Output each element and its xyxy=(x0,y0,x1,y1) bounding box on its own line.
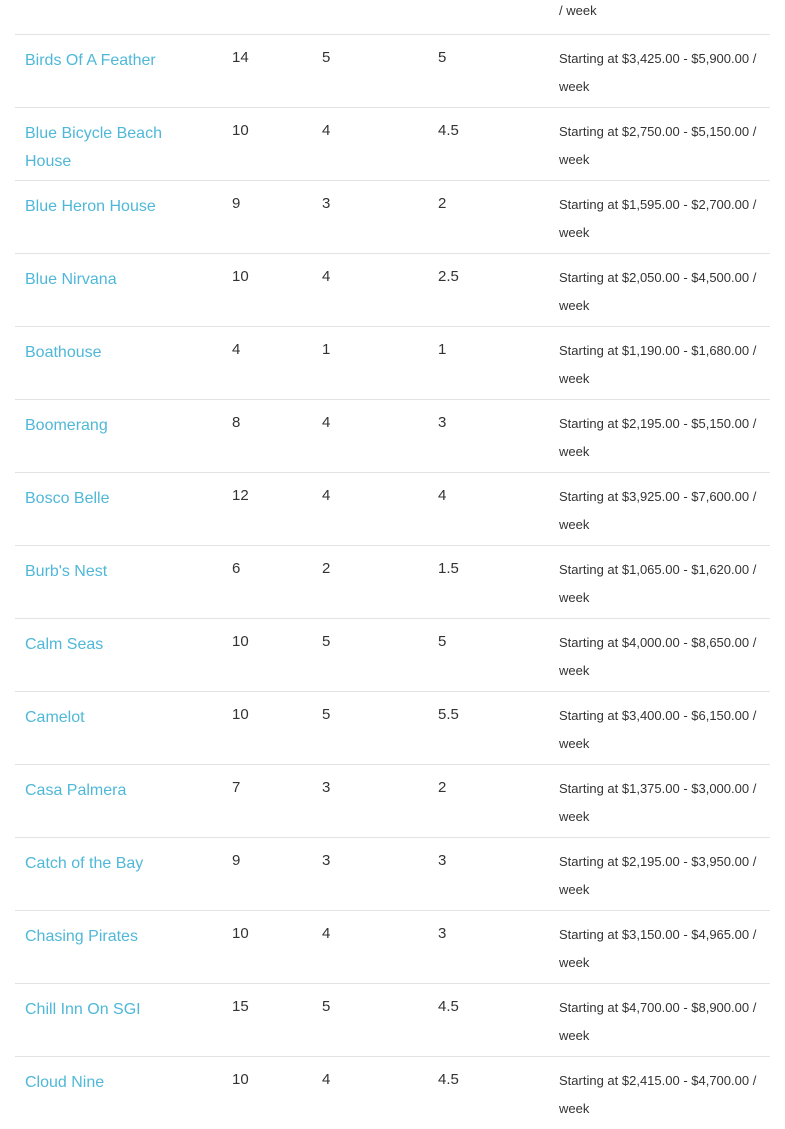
price-cell: Starting at $1,190.00 - $1,680.00 / week xyxy=(559,343,757,386)
bedrooms-cell: 3 xyxy=(322,779,331,796)
table-row xyxy=(15,838,770,911)
baths-cell: 4.5 xyxy=(438,998,459,1015)
baths-cell: 5 xyxy=(438,49,447,66)
property-name-link[interactable]: Blue Nirvana xyxy=(25,271,117,288)
bedrooms-cell: 5 xyxy=(322,706,331,723)
property-name-link[interactable]: Blue Bicycle Beach House xyxy=(25,125,162,170)
sleeps-cell: 4 xyxy=(232,341,241,358)
bedrooms-cell: 3 xyxy=(322,195,331,212)
price-cell: Starting at $2,195.00 - $3,950.00 / week xyxy=(559,854,757,897)
property-name-link[interactable]: Burb's Nest xyxy=(25,563,108,580)
table-row xyxy=(15,911,770,984)
baths-cell: 5.5 xyxy=(438,706,459,723)
property-name-link[interactable]: Chasing Pirates xyxy=(25,928,138,945)
bedrooms-cell: 5 xyxy=(322,49,331,66)
bedrooms-cell: 5 xyxy=(322,633,331,650)
property-name-link[interactable]: Blue Heron House xyxy=(25,198,156,215)
baths-cell: 1.5 xyxy=(438,560,459,577)
baths-cell: 2.5 xyxy=(438,268,459,285)
price-cell: Starting at $3,425.00 - $5,900.00 / week xyxy=(559,51,757,94)
sleeps-cell: 10 xyxy=(232,706,249,723)
table-row xyxy=(15,1057,770,1129)
property-name-link[interactable]: Bosco Belle xyxy=(25,490,110,507)
sleeps-cell: 7 xyxy=(232,779,241,796)
bedrooms-cell: 4 xyxy=(322,414,331,431)
sleeps-cell: 6 xyxy=(232,560,241,577)
baths-cell: 2 xyxy=(438,779,447,796)
price-cell: Starting at $1,595.00 - $2,700.00 / week xyxy=(559,197,757,240)
baths-cell: 5 xyxy=(438,633,447,650)
price-cell: Starting at $2,415.00 - $4,700.00 / week xyxy=(559,1073,757,1116)
price-cell: Starting at $4,700.00 - $8,900.00 / week xyxy=(559,1000,757,1043)
sleeps-cell: 10 xyxy=(232,1071,249,1088)
bedrooms-cell: 2 xyxy=(322,560,331,577)
price-cell: Starting at $2,050.00 - $4,500.00 / week xyxy=(559,270,757,313)
sleeps-cell: 9 xyxy=(232,195,241,212)
table-row xyxy=(15,108,770,181)
baths-cell: 2 xyxy=(438,195,447,212)
table-row xyxy=(15,327,770,400)
baths-cell: 4.5 xyxy=(438,122,459,139)
baths-cell: 4.5 xyxy=(438,1071,459,1088)
table-row xyxy=(15,473,770,546)
price-cell: Starting at $1,065.00 - $1,620.00 / week xyxy=(559,562,757,605)
table-row xyxy=(15,254,770,327)
sleeps-cell: 10 xyxy=(232,633,249,650)
property-name-link[interactable]: Catch of the Bay xyxy=(25,855,144,872)
table-row xyxy=(15,181,770,254)
price-cell: Starting at $1,375.00 - $3,000.00 / week xyxy=(559,781,757,824)
baths-cell: 3 xyxy=(438,925,447,942)
sleeps-cell: 15 xyxy=(232,998,249,1015)
table-row xyxy=(15,984,770,1057)
price-cell: Starting at $2,195.00 - $5,150.00 / week xyxy=(559,416,757,459)
property-name-link[interactable]: Birds Of A Feather xyxy=(25,52,156,69)
price-cell: Starting at $2,750.00 - $5,150.00 / week xyxy=(559,124,757,167)
table-row xyxy=(15,765,770,838)
bedrooms-cell: 4 xyxy=(322,268,331,285)
bedrooms-cell: 4 xyxy=(322,487,331,504)
table-row xyxy=(15,619,770,692)
table-row xyxy=(15,400,770,473)
price-cell: Starting at $3,400.00 - $6,150.00 / week xyxy=(559,708,757,751)
property-name-link[interactable]: Boathouse xyxy=(25,344,102,361)
baths-cell: 3 xyxy=(438,852,447,869)
sleeps-cell: 10 xyxy=(232,925,249,942)
baths-cell: 4 xyxy=(438,487,447,504)
sleeps-cell: 10 xyxy=(232,268,249,285)
bedrooms-cell: 1 xyxy=(322,341,331,358)
sleeps-cell: 12 xyxy=(232,487,249,504)
bedrooms-cell: 4 xyxy=(322,122,331,139)
bedrooms-cell: 3 xyxy=(322,852,331,869)
price-cell: Starting at $3,150.00 - $4,965.00 / week xyxy=(559,927,757,970)
bedrooms-cell: 4 xyxy=(322,925,331,942)
property-name-link[interactable]: Calm Seas xyxy=(25,636,104,653)
table-row xyxy=(15,35,770,108)
property-name-link[interactable]: Camelot xyxy=(25,709,85,726)
property-name-link[interactable]: Chill Inn On SGI xyxy=(25,1001,141,1018)
property-name-link[interactable]: Casa Palmera xyxy=(25,782,127,799)
table-body xyxy=(15,35,770,1129)
property-name-link[interactable]: Boomerang xyxy=(25,417,108,434)
table-row-partial xyxy=(15,0,770,35)
bedrooms-cell: 4 xyxy=(322,1071,331,1088)
property-name-link[interactable]: Cloud Nine xyxy=(25,1074,105,1091)
price-cell: Starting at $4,000.00 - $8,650.00 / week xyxy=(559,635,757,678)
sleeps-cell: 10 xyxy=(232,122,249,139)
bedrooms-cell: 5 xyxy=(322,998,331,1015)
sleeps-cell: 9 xyxy=(232,852,241,869)
price-cell: / week xyxy=(559,3,597,18)
baths-cell: 3 xyxy=(438,414,447,431)
price-cell: Starting at $3,925.00 - $7,600.00 / week xyxy=(559,489,757,532)
table-row xyxy=(15,692,770,765)
sleeps-cell: 14 xyxy=(232,49,249,66)
baths-cell: 1 xyxy=(438,341,447,358)
sleeps-cell: 8 xyxy=(232,414,241,431)
table-row xyxy=(15,546,770,619)
rentals-table xyxy=(15,0,770,1129)
